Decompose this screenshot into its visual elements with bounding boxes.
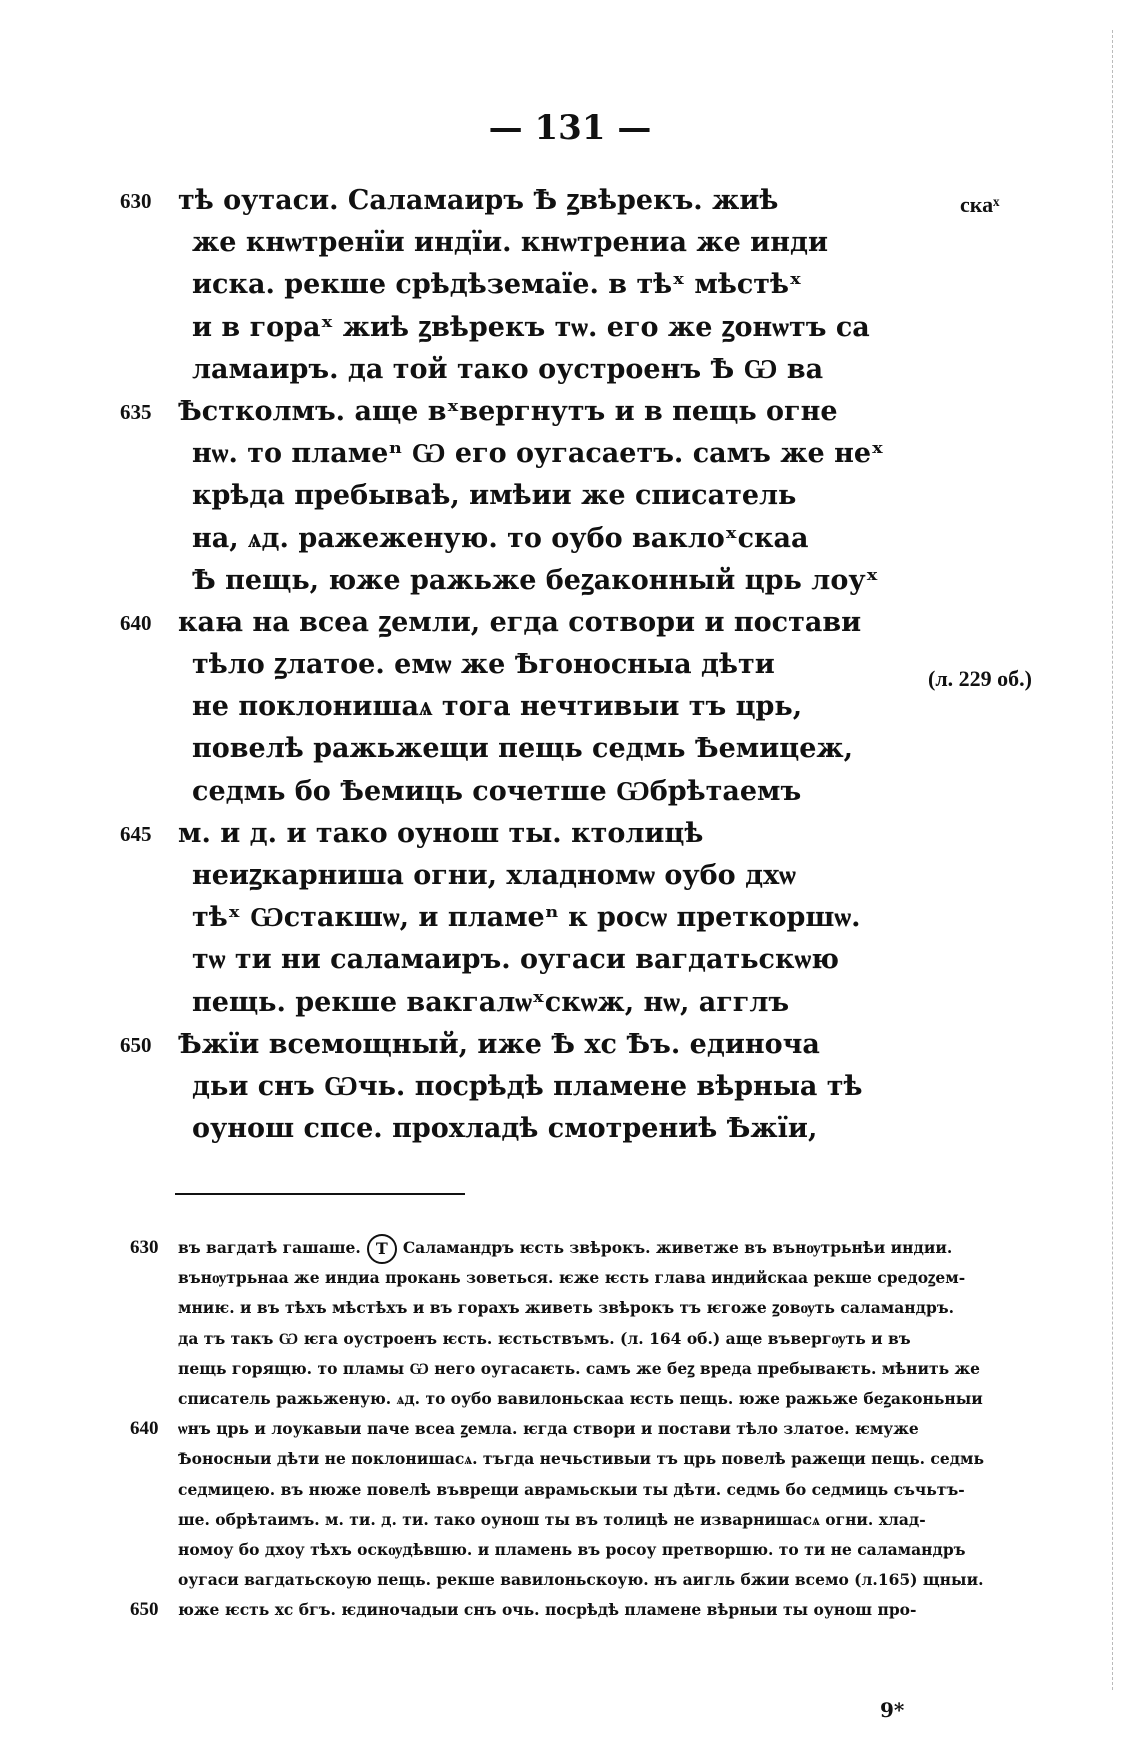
line-number: 635 xyxy=(120,399,152,424)
text-line xyxy=(120,897,1120,939)
apparatus-line xyxy=(120,1293,1080,1323)
margin-note-top: скаˣ xyxy=(960,192,1000,217)
apparatus-line xyxy=(120,1444,1080,1474)
line-text: пещь. рекше вакгалѡˣскѡж, нѡ, агглъ xyxy=(192,986,790,1018)
footnote-divider xyxy=(175,1193,465,1195)
line-text: нѡ. то пламеⁿ Ѡ его оугасаетъ. самъ же неˣ xyxy=(192,438,884,470)
line-text: каꙗ на всеа ꙁемли, егда сотвори и постави xyxy=(178,606,862,638)
text-line xyxy=(120,349,1120,391)
line-text: крѣда пребываѣ, имѣии же списатель xyxy=(192,480,797,512)
line-text: тѣˣ Ѡстакшѡ, и пламеⁿ к росѡ преткоршѡ. xyxy=(192,902,861,934)
line-text: тѡ ти ни саламаиръ. оугаси вагдатьскѡю xyxy=(192,944,839,976)
text-line xyxy=(120,855,1120,897)
apparatus-block xyxy=(120,1233,1080,1625)
apparatus-line xyxy=(120,1505,1080,1535)
apparatus-text-part: Саламандръ ѥсть звѣрокъ. живетже въ вънѹтрьнѣи индии. xyxy=(402,1238,953,1257)
apparatus-line xyxy=(120,1233,1080,1263)
circled-t-marker: Т xyxy=(367,1234,397,1264)
line-text: седмь бо Ѣемиць сочетше Ѡбрѣтаемъ xyxy=(192,775,802,807)
apparatus-line xyxy=(120,1324,1080,1354)
apparatus-text: пещь горящю. то пламы Ѡ него оугасаѥть. самъ же беꙁ вреда пребываѥть. мѣнить же xyxy=(178,1358,980,1378)
line-number: 640 xyxy=(130,1418,159,1440)
line-text: тѣло ꙁлатое. емѡ же Ѣгоносныа дѣти xyxy=(192,649,775,681)
apparatus-line xyxy=(120,1263,1080,1293)
text-line xyxy=(120,222,1120,264)
text-line xyxy=(120,686,1120,728)
text-line xyxy=(120,264,1120,306)
margin-note-folio: (л. 229 об.) xyxy=(928,666,1032,691)
text-line xyxy=(120,475,1120,517)
apparatus-line xyxy=(120,1535,1080,1565)
apparatus-text xyxy=(178,1233,952,1264)
line-number: 630 xyxy=(130,1237,159,1258)
apparatus-text: вънѹтрьнаа же индиа прокань зоветься. ѥже ѥсть глава индийскаа рекше средоꙁем- xyxy=(178,1268,966,1288)
line-text: и в гораˣ жиѣ ꙁвѣрекъ тѡ. его же ꙁонѡтъ са xyxy=(192,311,870,343)
apparatus-text-part: въ вагдатѣ гашаше. xyxy=(178,1238,361,1257)
line-text: неиꙁкарниша огни, хладномѡ оубо дхѡ xyxy=(192,860,796,891)
text-line xyxy=(120,1024,1120,1066)
line-text: Ѣжїи всемощный, иже Ѣ хс Ѣъ. единоча xyxy=(178,1028,820,1060)
line-text: м. и д. и тако оунош ты. ктолицѣ xyxy=(178,817,704,849)
apparatus-text: оугаси вагдатьскоую пещь. рекше вавилоньскоую. нъ аигль бжии всемо (л.165) щныи. xyxy=(178,1570,984,1590)
line-text: же кнѡтренїи индїи. кнѡтрениа же инди xyxy=(192,227,828,259)
text-line xyxy=(120,939,1120,981)
apparatus-line xyxy=(120,1475,1080,1505)
text-line xyxy=(120,982,1120,1024)
line-number: 640 xyxy=(120,610,152,635)
page-number: — 131 — xyxy=(488,108,652,148)
text-line xyxy=(120,307,1120,349)
text-line xyxy=(120,1066,1120,1108)
signature-mark: 9* xyxy=(880,1698,905,1722)
text-line xyxy=(120,1108,1120,1150)
text-line xyxy=(120,602,1120,644)
line-text: ламаиръ. да той тако оустроенъ Ѣ Ѡ ва xyxy=(192,353,824,385)
text-line xyxy=(120,560,1120,602)
line-text: не поклонишаѧ тога нечтивыи тъ црь, xyxy=(192,691,803,723)
line-number: 650 xyxy=(130,1599,159,1621)
text-line xyxy=(120,391,1120,433)
apparatus-text: юже ѥсть хс бгъ. ѥдиночадыи снъ очь. посрѣдѣ пламене вѣрныи ты оунош про- xyxy=(178,1600,917,1620)
text-line xyxy=(120,518,1120,560)
apparatus-text: мниѥ. и въ тѣхъ мѣстѣхъ и въ горахъ живеть звѣрокъ тъ ѥгоже ꙁовѹть саламандръ. xyxy=(178,1298,955,1318)
line-text: дьи снъ Ѡчь. посрѣдѣ пламене вѣрныа тѣ xyxy=(192,1070,863,1102)
text-line xyxy=(120,813,1120,855)
text-line xyxy=(120,728,1120,770)
apparatus-text: номоу бо дхоу тѣхъ оскѹдѣвшю. и пламень въ росоу претворшю. то ти не саламандръ xyxy=(178,1539,966,1559)
line-number: 645 xyxy=(120,821,152,846)
line-text: Ѣстколмъ. аще вˣвергнутъ и в пещь огне xyxy=(178,395,838,427)
apparatus-text: ше. обрѣтаимъ. м. ти. д. ти. тако оунош ты въ толицѣ не изварнишасѧ огни. хлад- xyxy=(178,1509,926,1529)
apparatus-line xyxy=(120,1354,1080,1384)
line-number: 650 xyxy=(120,1032,152,1057)
line-text: Ѣ пещь, юже ражьже беꙁаконный црь лоуˣ xyxy=(192,564,879,596)
apparatus-text: Ѣоносныи дѣти не поклонишасѧ. тъгда нечьстивыи тъ црь повелѣ ражещи пещь. седмь xyxy=(178,1449,985,1469)
apparatus-text: седмицею. въ нюже повелѣ въврещи аврамьскыи ты дѣти. седмь бо седмиць съчьтъ- xyxy=(178,1479,965,1499)
apparatus-text: да тъ такъ Ѡ ѥга оустроенъ ѥсть. ѥстьствъмъ. (л. 164 об.) аще въвергѹть и въ xyxy=(178,1328,911,1348)
apparatus-text: ѡнъ црь и лоукавыи паче всеа ꙁемла. ѥгда створи и постави тѣло златое. ѥмуже xyxy=(178,1419,919,1439)
apparatus-text: списатель ражьженую. ѧд. то оубо вавилоньскаа ѥсть пещь. юже ражьже беꙁаконьныи xyxy=(178,1388,983,1408)
line-text: тѣ оутаси. Саламаиръ Ѣ ꙁвѣрекъ. жиѣ xyxy=(178,185,779,216)
line-text: иска. рекше срѣдѣземаїе. в тѣˣ мѣстѣˣ xyxy=(192,269,802,301)
line-text: повелѣ ражьжещи пещь седмь Ѣемицеж, xyxy=(192,733,854,765)
line-text: оунош спсе. прохладѣ смотрениѣ Ѣжїи, xyxy=(192,1113,818,1145)
text-line xyxy=(120,433,1120,475)
apparatus-line xyxy=(120,1595,1080,1625)
apparatus-line xyxy=(120,1565,1080,1595)
apparatus-line xyxy=(120,1384,1080,1414)
apparatus-line xyxy=(120,1414,1080,1444)
line-number: 630 xyxy=(120,189,152,213)
line-text: на, ѧд. ражеженую. то оубо ваклоˣскаа xyxy=(192,522,809,554)
text-line xyxy=(120,771,1120,813)
